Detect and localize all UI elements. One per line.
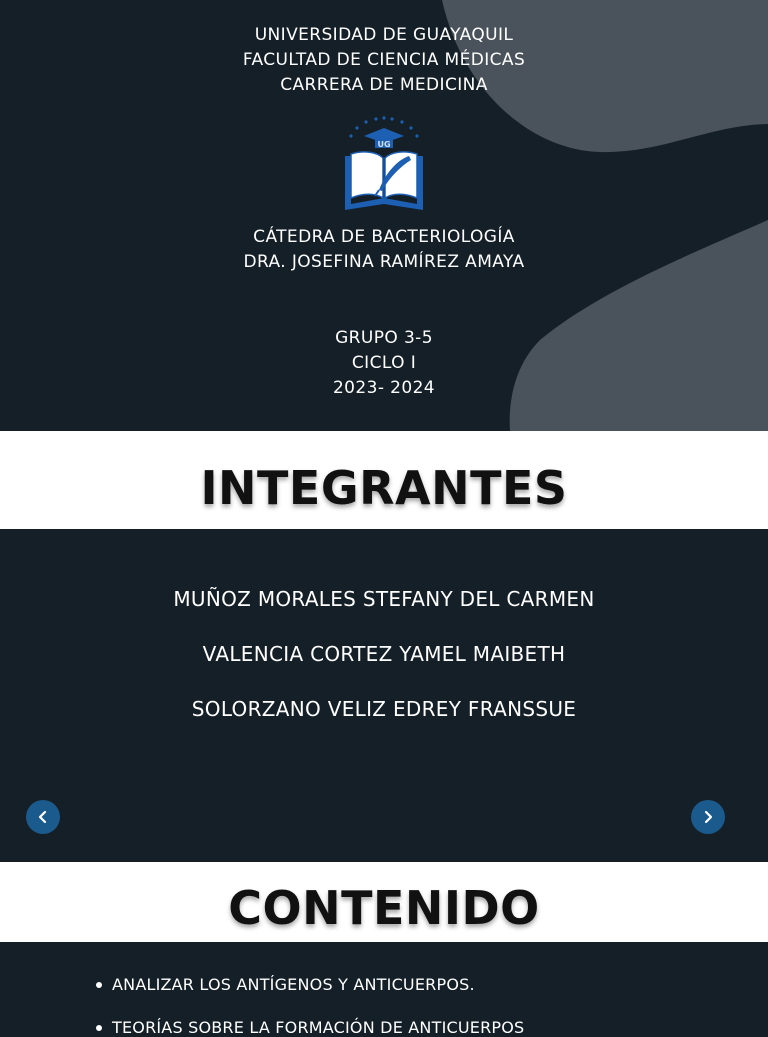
faculty-name: FACULTAD DE CIENCIA MÉDICAS xyxy=(242,50,526,70)
career-name: CARRERA DE MEDICINA xyxy=(280,75,488,95)
member-name: SOLORZANO VELIZ EDREY FRANSSUE xyxy=(191,697,577,721)
chevron-right-icon xyxy=(701,810,715,824)
school-year: 2023- 2024 xyxy=(332,378,436,398)
previous-slide-button[interactable] xyxy=(26,800,60,834)
group-block xyxy=(0,326,768,401)
members-slide xyxy=(0,529,768,862)
university-book-quill-logo-icon xyxy=(339,116,429,214)
bullet-icon xyxy=(96,1025,102,1031)
university-name: UNIVERSIDAD DE GUAYAQUIL xyxy=(254,25,514,45)
university-header xyxy=(0,23,768,98)
content-item-text: TEORÍAS SOBRE LA FORMACIÓN DE ANTICUERPOS xyxy=(112,1018,525,1037)
member-name: VALENCIA CORTEZ YAMEL MAIBETH xyxy=(202,642,566,666)
content-slide xyxy=(0,942,768,1037)
contenido-title: CONTENIDO xyxy=(228,881,540,935)
contenido-title-bar xyxy=(0,862,768,942)
next-slide-button[interactable] xyxy=(691,800,725,834)
svg-text:UG: UG xyxy=(377,140,391,149)
cover-slide xyxy=(0,0,768,431)
cycle: CICLO I xyxy=(351,353,417,373)
chevron-left-icon xyxy=(36,810,50,824)
content-list-item xyxy=(96,1018,524,1037)
content-item-text: ANALIZAR LOS ANTÍGENOS Y ANTICUERPOS. xyxy=(112,975,475,994)
content-list-item xyxy=(96,975,475,994)
member-name: MUÑOZ MORALES STEFANY DEL CARMEN xyxy=(173,587,595,611)
course-block xyxy=(0,225,768,275)
integrantes-title-bar xyxy=(0,431,768,529)
professor-name: DRA. JOSEFINA RAMÍREZ AMAYA xyxy=(243,252,525,272)
bullet-icon xyxy=(96,982,102,988)
group-number: GRUPO 3-5 xyxy=(335,328,433,348)
integrantes-title: INTEGRANTES xyxy=(200,461,568,515)
course-name: CÁTEDRA DE BACTERIOLOGÍA xyxy=(253,227,515,247)
